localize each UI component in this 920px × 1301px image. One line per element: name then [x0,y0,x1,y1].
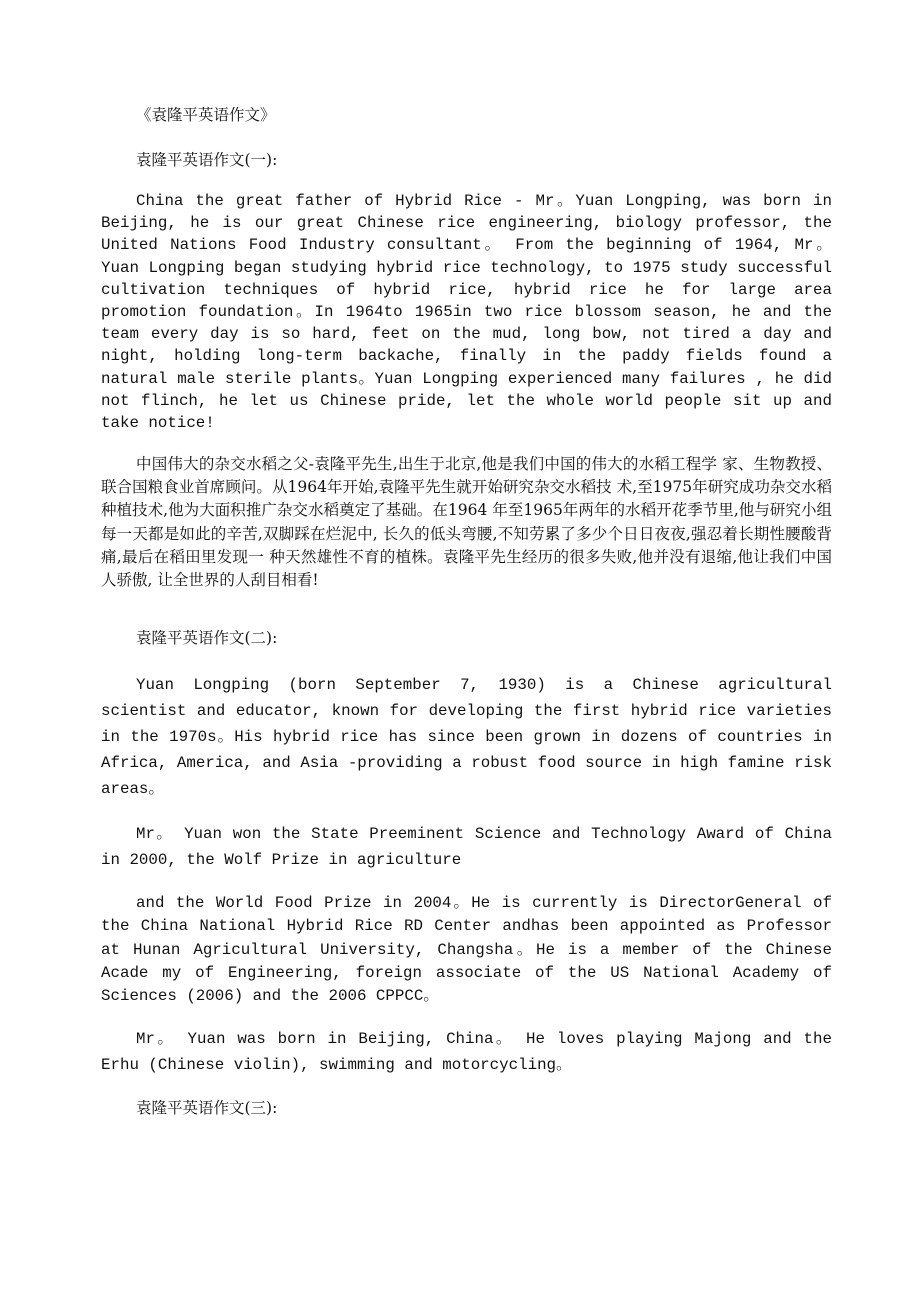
section-1-chinese-paragraph: 中国伟大的杂交水稻之父-袁隆平先生,出生于北京,他是我们中国的伟大的水稻工程学 家、生物教授、联合国粮食业首席顾问。从1964年开始,袁隆平先生就开始研究杂交水稻技 术,至1975年研究成功杂交水稻种植技术,他为大面积推广杂交水稻奠定了基础。在1964 年至1965年两年的水稻开花季节里,他与研究小组每一天都是如此的辛苦,双脚踩在烂泥中, 长久的低头弯腰,不知劳累了多少个日日夜夜,强忍着长期性腰酸背痛,最后在稻田里发现一 种天然雄性不育的植株。袁隆平先生经历的很多失败,他并没有退缩,他让我们中国人骄傲, 让全世界的人刮目相看! [101,455,832,590]
section-3-heading: 袁隆平英语作文(三): [136,1099,278,1117]
section-2-paragraph-2: Mr。 Yuan won the State Preeminent Science and Technology Award of China in 2000, the Wolf Prize in agriculture [101,825,832,869]
section-1-heading: 袁隆平英语作文(一): [136,151,278,169]
section-2-paragraph-4: Mr。 Yuan was born in Beijing, China。 He loves playing Majong and the Erhu (Chinese violin), swimming and motorcycling。 [101,1030,832,1074]
section-2-paragraph-1: Yuan Longping (born September 7, 1930) is a Chinese agricultural scientist and educator, known for developing the first hybrid rice varieties in the 1970s。His hybrid rice has since been grown in dozens of countries in Africa, America, and Asia -providing a robust food source in high famine risk areas。 [101,676,832,798]
section-2-paragraph-3: and the World Food Prize in 2004。He is currently is DirectorGeneral of the China National Hybrid Rice RD Center andhas been appointed as Professor at Hunan Agricultural University, Changsha。He is a member of the Chinese Acade my of Engineering, foreign associate of the US National Academy of Sciences (2006) and the 2006 CPPCC。 [101,894,832,1006]
section-1-english-paragraph: China the great father of Hybrid Rice - Mr。Yuan Longping, was born in Beijing, he is our great Chinese rice engineering, biology professor, the United Nations Food Industry consultant。 From the beginning of 1964, Mr。Yuan Longping began studying hybrid rice technology, to 1975 study successful cultivation techniques of hybrid rice, hybrid rice he for large area promotion foundation。In 1964to 1965in two rice blossom season, he and the team every day is so hard, feet on the mud, long bow, not tired a day and night, holding long-term backache, finally in the paddy fields found a natural male sterile plants。Yuan Longping experienced many failures , he did not flinch, he let us Chinese pride, let the whole world people sit up and take notice! [101,192,832,433]
document-title: 《袁隆平英语作文》 [136,106,276,124]
section-2-heading: 袁隆平英语作文(二): [136,629,278,647]
